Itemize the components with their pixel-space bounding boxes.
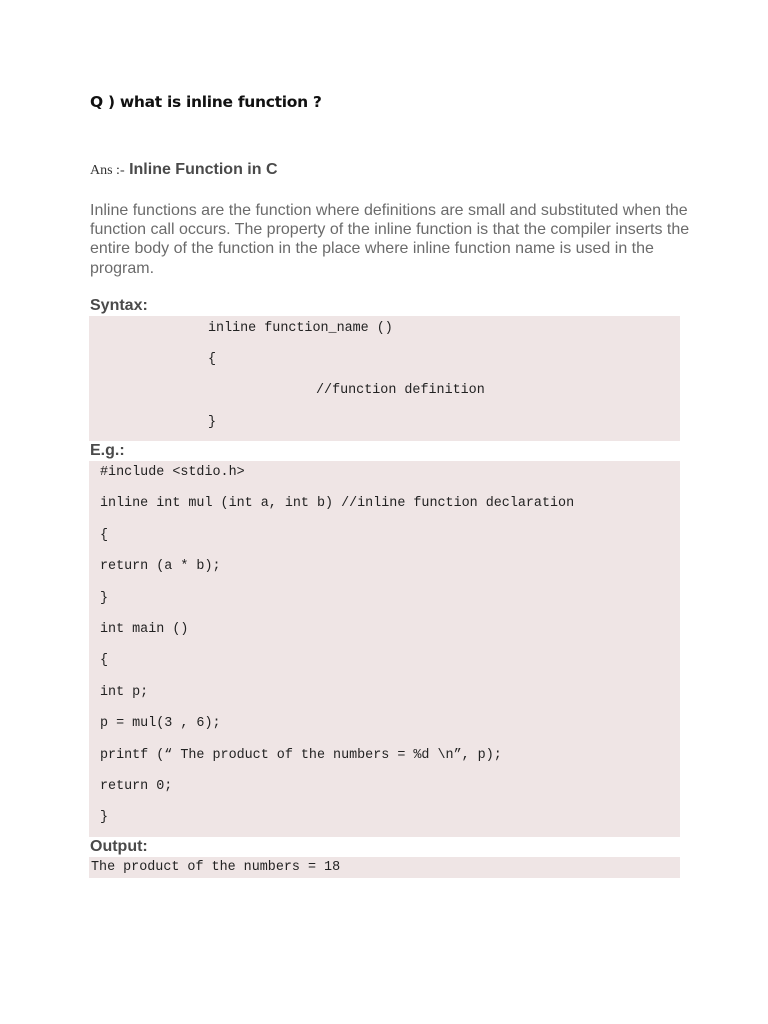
code-line: int main () [100,622,189,637]
code-line: #include <stdio.h> [100,465,245,480]
answer-title: Inline Function in C [129,161,278,178]
example-code-block [89,461,680,837]
code-line: int p; [100,685,149,700]
syntax-line: //function definition [316,383,485,398]
syntax-line: } [208,415,217,430]
code-line: } [100,591,109,606]
syntax-line: { [208,352,217,367]
output-block [89,857,680,878]
example-heading: E.g.: [90,442,125,459]
code-line: return 0; [100,779,173,794]
code-line: return (a * b); [100,559,221,574]
code-line: p = mul(3 , 6); [100,716,221,731]
syntax-code-block [89,316,680,441]
answer-prefix: Ans :- [90,163,125,178]
syntax-heading: Syntax: [90,297,148,314]
code-line: { [100,528,109,543]
output-text: The product of the numbers = 18 [91,860,341,875]
output-heading: Output: [90,838,148,855]
question-title: Q ) what is inline function ? [90,93,322,111]
syntax-line: inline function_name () [208,321,393,336]
code-line: printf (“ The product of the numbers = %d \n”, p); [100,748,502,763]
intro-paragraph: Inline functions are the function where definitions are small and substituted when the function call occurs. The property of the inline function is that the compiler inserts the entire body of the function in the place where inline function name is used in the program. [90,202,690,277]
answer-heading [90,161,278,179]
code-line: inline int mul (int a, int b) //inline function declaration [100,496,575,511]
code-line: } [100,810,109,825]
code-line: { [100,653,109,668]
